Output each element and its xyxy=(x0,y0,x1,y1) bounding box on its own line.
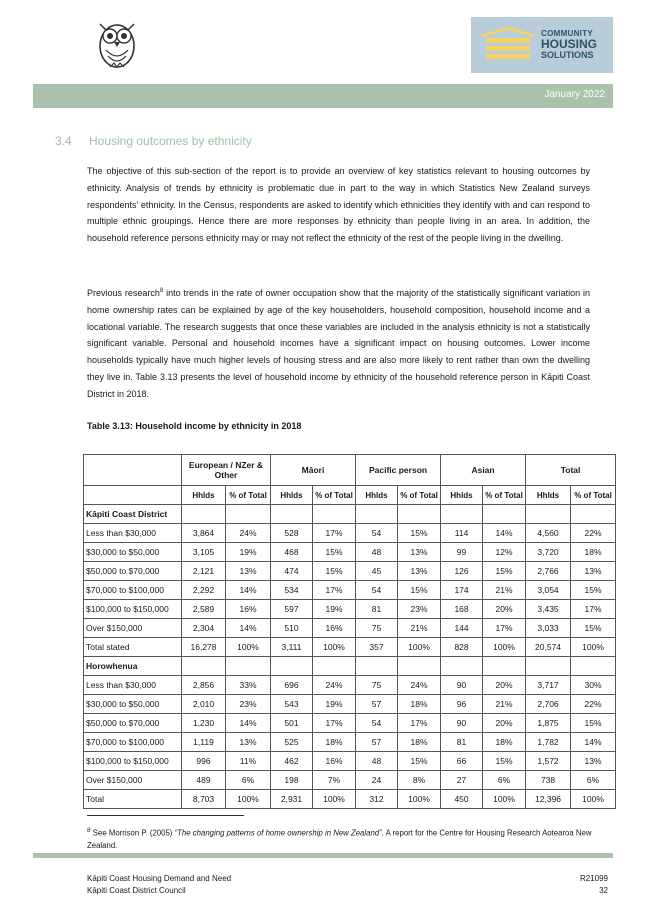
paragraph-research-start: Previous research xyxy=(87,288,160,298)
table-cell: 100% xyxy=(571,638,616,657)
footer-band xyxy=(33,853,613,858)
logo-line-2: HOUSING xyxy=(541,37,598,51)
row-label: $100,000 to $150,000 xyxy=(84,752,182,771)
table-cell: 57 xyxy=(356,695,398,714)
table-cell: 15% xyxy=(313,543,356,562)
table-row xyxy=(84,714,616,733)
table-cell: 3,864 xyxy=(182,524,226,543)
table-cell: 13% xyxy=(571,562,616,581)
table-cell: 2,304 xyxy=(182,619,226,638)
table-caption: Table 3.13: Household income by ethnicity in 2018 xyxy=(87,421,302,431)
column-header: % of Total xyxy=(398,486,441,505)
table-cell: 11% xyxy=(226,752,271,771)
owl-logo-icon xyxy=(92,16,142,70)
column-header: Hhlds xyxy=(271,486,313,505)
table-cell: 17% xyxy=(313,581,356,600)
company-logo xyxy=(471,17,613,73)
footnote-divider xyxy=(87,815,244,816)
table-cell: 2,856 xyxy=(182,676,226,695)
table-cell: 528 xyxy=(271,524,313,543)
table-cell: 100% xyxy=(483,638,526,657)
table-cell: 27 xyxy=(441,771,483,790)
table-cell: 57 xyxy=(356,733,398,752)
footnote-ref[interactable]: 8 xyxy=(159,288,164,294)
table-cell: 7% xyxy=(313,771,356,790)
table-cell: 20% xyxy=(483,714,526,733)
table-cell: 2,706 xyxy=(526,695,571,714)
table-cell: 21% xyxy=(483,695,526,714)
paragraph-objective: The objective of this sub-section of the report is to provide an overview of key statistics relevant to housing outcomes by ethnicity. Analysis of trends by ethnicity is problematic due in part to the way in which Statistics New Zealand surveys respondents’ ethnicity. In the Census, respondents are asked to identify which ethnicities they identify with and can respond to multiple ethnic groupings. Hence there are more responses by ethnicity than people living in an area. In addition, the household reference persons ethnicity may or may not reflect the ethnicity of the rest of the people living in the dwelling. xyxy=(87,166,590,244)
empty-cell xyxy=(483,505,526,524)
row-label: Total stated xyxy=(84,638,182,657)
group-header: Pacific person xyxy=(356,455,441,486)
empty-cell xyxy=(226,505,271,524)
row-label: $30,000 to $50,000 xyxy=(84,543,182,562)
table-cell: 18% xyxy=(398,695,441,714)
row-label: $50,000 to $70,000 xyxy=(84,714,182,733)
table-cell: 99 xyxy=(441,543,483,562)
table-cell: 15% xyxy=(398,524,441,543)
table-cell: 17% xyxy=(483,619,526,638)
table-cell: 13% xyxy=(226,562,271,581)
table-cell: 525 xyxy=(271,733,313,752)
table-cell: 450 xyxy=(441,790,483,809)
table-cell: 1,119 xyxy=(182,733,226,752)
row-label: $100,000 to $150,000 xyxy=(84,600,182,619)
empty-cell xyxy=(313,657,356,676)
column-header: Hhlds xyxy=(356,486,398,505)
empty-cell xyxy=(441,657,483,676)
footnote-title: “The changing patterns of home ownership in New Zealand” xyxy=(174,828,382,838)
table-cell: 100% xyxy=(398,790,441,809)
empty-cell xyxy=(271,505,313,524)
table-cell: 1,572 xyxy=(526,752,571,771)
table-cell: 597 xyxy=(271,600,313,619)
table-cell: 17% xyxy=(571,600,616,619)
empty-cell xyxy=(571,657,616,676)
logo-line-3: SOLUTIONS xyxy=(541,50,594,60)
table-cell: 13% xyxy=(226,733,271,752)
group-header: Māori xyxy=(271,455,356,486)
table-cell: 22% xyxy=(571,695,616,714)
column-header: % of Total xyxy=(313,486,356,505)
table-cell: 4,560 xyxy=(526,524,571,543)
row-label: $30,000 to $50,000 xyxy=(84,695,182,714)
empty-cell xyxy=(182,657,226,676)
header-date: January 2022 xyxy=(544,89,605,100)
table-cell: 66 xyxy=(441,752,483,771)
table-cell: 45 xyxy=(356,562,398,581)
table-cell: 3,105 xyxy=(182,543,226,562)
table-cell: 15% xyxy=(483,562,526,581)
house-stripes-icon xyxy=(480,26,536,64)
table-cell: 15% xyxy=(398,752,441,771)
table-cell: 96 xyxy=(441,695,483,714)
section-title: Housing outcomes by ethnicity xyxy=(89,134,252,148)
table-cell: 100% xyxy=(483,790,526,809)
empty-cell xyxy=(526,505,571,524)
table-cell: 3,720 xyxy=(526,543,571,562)
row-label: Total xyxy=(84,790,182,809)
table-cell: 14% xyxy=(571,733,616,752)
table-cell: 3,435 xyxy=(526,600,571,619)
table-cell: 2,010 xyxy=(182,695,226,714)
table-cell: 100% xyxy=(226,638,271,657)
section-heading xyxy=(55,134,252,148)
table-cell: 18% xyxy=(313,733,356,752)
table-cell: 54 xyxy=(356,581,398,600)
table-row xyxy=(84,695,616,714)
table-cell: 81 xyxy=(356,600,398,619)
table-cell: 90 xyxy=(441,676,483,695)
table-cell: 33% xyxy=(226,676,271,695)
table-cell: 357 xyxy=(356,638,398,657)
table-cell: 114 xyxy=(441,524,483,543)
page-number: 32 xyxy=(599,886,608,895)
table-cell: 16% xyxy=(313,619,356,638)
table-cell: 2,589 xyxy=(182,600,226,619)
empty-cell xyxy=(313,505,356,524)
table-cell: 15% xyxy=(483,752,526,771)
table-cell: 13% xyxy=(571,752,616,771)
row-label: $50,000 to $70,000 xyxy=(84,562,182,581)
table-cell: 48 xyxy=(356,752,398,771)
table-cell: 16,278 xyxy=(182,638,226,657)
header-empty-cell xyxy=(84,455,182,486)
table-cell: 23% xyxy=(398,600,441,619)
group-header: Asian xyxy=(441,455,526,486)
empty-cell xyxy=(483,657,526,676)
empty-cell xyxy=(356,505,398,524)
table-cell: 144 xyxy=(441,619,483,638)
table-cell: 543 xyxy=(271,695,313,714)
footnote xyxy=(87,825,597,852)
table-cell: 14% xyxy=(226,619,271,638)
table-cell: 21% xyxy=(483,581,526,600)
table-row xyxy=(84,562,616,581)
table-row xyxy=(84,581,616,600)
table-cell: 21% xyxy=(398,619,441,638)
table-cell: 474 xyxy=(271,562,313,581)
table-cell: 12% xyxy=(483,543,526,562)
table-cell: 312 xyxy=(356,790,398,809)
footnote-number: 8 xyxy=(87,827,91,834)
table-cell: 996 xyxy=(182,752,226,771)
empty-cell xyxy=(571,505,616,524)
table-cell: 17% xyxy=(313,714,356,733)
table-cell: 23% xyxy=(226,695,271,714)
logo-line-1: COMMUNITY xyxy=(541,29,594,38)
table-cell: 18% xyxy=(398,733,441,752)
table-row xyxy=(84,619,616,638)
table-cell: 462 xyxy=(271,752,313,771)
table-cell: 8,703 xyxy=(182,790,226,809)
table-cell: 18% xyxy=(571,543,616,562)
table-cell: 489 xyxy=(182,771,226,790)
table-cell: 75 xyxy=(356,676,398,695)
footer-report-number: R21099 xyxy=(579,874,608,883)
table-cell: 18% xyxy=(483,733,526,752)
table-row xyxy=(84,771,616,790)
table-cell: 12,396 xyxy=(526,790,571,809)
footer-right xyxy=(580,873,608,897)
row-label: $70,000 to $100,000 xyxy=(84,581,182,600)
column-header: Hhlds xyxy=(526,486,571,505)
table-cell: 22% xyxy=(571,524,616,543)
empty-cell xyxy=(526,657,571,676)
table-cell: 14% xyxy=(483,524,526,543)
table-cell: 2,766 xyxy=(526,562,571,581)
table-cell: 534 xyxy=(271,581,313,600)
table-cell: 19% xyxy=(313,695,356,714)
table-cell: 16% xyxy=(226,600,271,619)
empty-cell xyxy=(356,657,398,676)
footer-council: Kāpiti Coast District Council xyxy=(87,886,186,895)
table-cell: 90 xyxy=(441,714,483,733)
table-cell: 24% xyxy=(226,524,271,543)
table-cell: 54 xyxy=(356,714,398,733)
table-cell: 24 xyxy=(356,771,398,790)
header-band xyxy=(33,84,613,108)
table-cell: 19% xyxy=(313,600,356,619)
column-header: % of Total xyxy=(483,486,526,505)
table-cell: 15% xyxy=(571,619,616,638)
table-cell: 2,931 xyxy=(271,790,313,809)
column-header: Hhlds xyxy=(182,486,226,505)
row-label: Less than $30,000 xyxy=(84,524,182,543)
table-cell: 6% xyxy=(226,771,271,790)
group-header: European / NZer & Other xyxy=(182,455,271,486)
column-header: % of Total xyxy=(226,486,271,505)
table-cell: 100% xyxy=(313,638,356,657)
paragraph-research-rest: into trends in the rate of owner occupation show that the majority of the statistically significant variation in home ownership rates can be explained by age of the key householders, household composition, household income and a locational variable. The research suggests that once these variables are included in the analysis ethnicity is not a statistically significant variable. Personal and household incomes have a significant impact on housing outcomes. Lower income households typically have much higher levels of housing stress and are also more likely to rent rather than own the dwelling they live in. Table 3.13 presents the level of household income by ethnicity of the household reference person in Kāpiti Coast District in 2018. xyxy=(87,288,590,399)
empty-cell xyxy=(398,657,441,676)
table-cell: 100% xyxy=(398,638,441,657)
table-cell: 15% xyxy=(398,581,441,600)
table-row xyxy=(84,733,616,752)
empty-cell xyxy=(226,657,271,676)
table-cell: 1,875 xyxy=(526,714,571,733)
table-cell: 17% xyxy=(398,714,441,733)
row-label: $70,000 to $100,000 xyxy=(84,733,182,752)
table-cell: 20,574 xyxy=(526,638,571,657)
empty-cell xyxy=(182,505,226,524)
table-cell: 19% xyxy=(226,543,271,562)
footer-left xyxy=(87,873,231,897)
column-header: % of Total xyxy=(571,486,616,505)
table-cell: 24% xyxy=(398,676,441,695)
table-cell: 24% xyxy=(313,676,356,695)
table-row xyxy=(84,543,616,562)
table-cell: 3,717 xyxy=(526,676,571,695)
table-cell: 738 xyxy=(526,771,571,790)
table-cell: 6% xyxy=(483,771,526,790)
income-by-ethnicity-table xyxy=(83,454,616,809)
section-row xyxy=(84,657,616,676)
table-cell: 696 xyxy=(271,676,313,695)
table-cell: 17% xyxy=(313,524,356,543)
section-number: 3.4 xyxy=(55,134,72,148)
section-row xyxy=(84,505,616,524)
table-cell: 501 xyxy=(271,714,313,733)
table-cell: 15% xyxy=(571,581,616,600)
table-row xyxy=(84,676,616,695)
table-cell: 510 xyxy=(271,619,313,638)
row-label: Less than $30,000 xyxy=(84,676,182,695)
table-cell: 100% xyxy=(226,790,271,809)
table-cell: 14% xyxy=(226,581,271,600)
table-cell: 14% xyxy=(226,714,271,733)
table-cell: 168 xyxy=(441,600,483,619)
table-row xyxy=(84,600,616,619)
table-cell: 468 xyxy=(271,543,313,562)
table-cell: 828 xyxy=(441,638,483,657)
table-cell: 174 xyxy=(441,581,483,600)
table-cell: 48 xyxy=(356,543,398,562)
row-label: Over $150,000 xyxy=(84,771,182,790)
table-cell: 16% xyxy=(313,752,356,771)
table-cell: 8% xyxy=(398,771,441,790)
table-cell: 3,033 xyxy=(526,619,571,638)
footer-report-title: Kāpiti Coast Housing Demand and Need xyxy=(87,874,232,883)
table-row xyxy=(84,790,616,809)
table-cell: 20% xyxy=(483,600,526,619)
table-row xyxy=(84,638,616,657)
table-cell: 75 xyxy=(356,619,398,638)
table-cell: 198 xyxy=(271,771,313,790)
paragraph-research xyxy=(87,283,590,403)
section-name: Horowhenua xyxy=(84,657,182,676)
table-cell: 3,111 xyxy=(271,638,313,657)
table-cell: 3,054 xyxy=(526,581,571,600)
table-cell: 15% xyxy=(571,714,616,733)
empty-cell xyxy=(271,657,313,676)
table-cell: 2,292 xyxy=(182,581,226,600)
footnote-text-end: . A report for the Centre for Housing Research Aotearoa New Zealand. xyxy=(87,828,592,850)
table-cell: 13% xyxy=(398,562,441,581)
table-cell: 20% xyxy=(483,676,526,695)
table-cell: 126 xyxy=(441,562,483,581)
table-cell: 100% xyxy=(313,790,356,809)
column-header: Hhlds xyxy=(441,486,483,505)
table-cell: 6% xyxy=(571,771,616,790)
table-cell: 1,782 xyxy=(526,733,571,752)
table-cell: 54 xyxy=(356,524,398,543)
empty-cell xyxy=(441,505,483,524)
group-header: Total xyxy=(526,455,616,486)
table-cell: 15% xyxy=(313,562,356,581)
table-cell: 100% xyxy=(571,790,616,809)
footnote-text-start: See Morrison P. (2005) xyxy=(90,828,175,838)
table-row xyxy=(84,752,616,771)
table-row xyxy=(84,524,616,543)
table-cell: 2,121 xyxy=(182,562,226,581)
header-empty-cell xyxy=(84,486,182,505)
table-cell: 81 xyxy=(441,733,483,752)
table-cell: 13% xyxy=(398,543,441,562)
empty-cell xyxy=(398,505,441,524)
row-label: Over $150,000 xyxy=(84,619,182,638)
table-cell: 30% xyxy=(571,676,616,695)
section-name: Kāpiti Coast District xyxy=(84,505,182,524)
table-cell: 1,230 xyxy=(182,714,226,733)
